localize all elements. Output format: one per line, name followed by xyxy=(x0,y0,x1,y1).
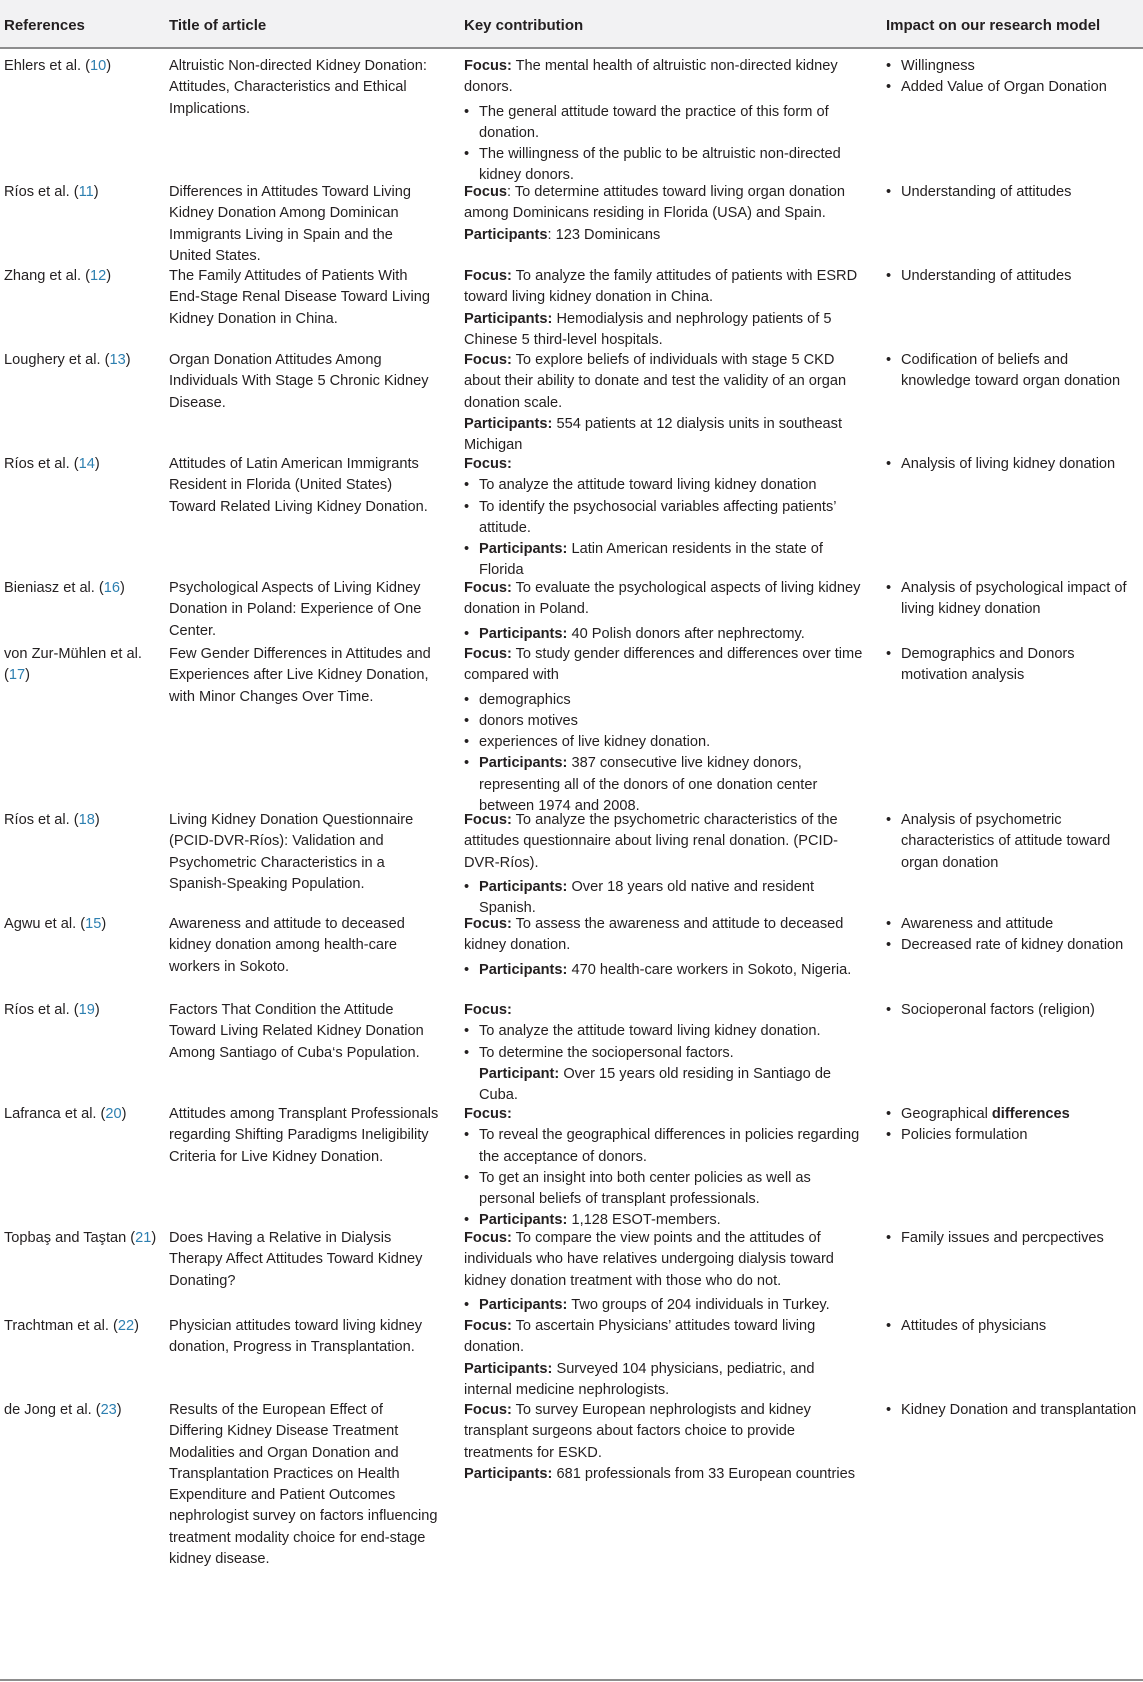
key-contribution-cell xyxy=(464,350,864,456)
citation-number: 14 xyxy=(78,456,95,472)
contribution-text: : To determine attitudes toward living organ donation among Dominicans residing in Florida (USA) and Spain. xyxy=(464,184,846,222)
reference-cell: Ehlers et al. (10) xyxy=(4,58,112,74)
table-bottom-rule xyxy=(0,1679,1143,1681)
contribution-label: Participants: xyxy=(479,625,568,642)
contribution-text: To identify the psychosocial variables affecting patients’ attitude. xyxy=(479,498,836,536)
reference-cell: Zhang et al. (12) xyxy=(4,268,112,284)
citation-number: 13 xyxy=(109,352,126,368)
contribution-bullet xyxy=(464,1125,864,1168)
impact-text: Analysis of psychological impact of living kidney donation xyxy=(901,580,1127,618)
contribution-line xyxy=(464,454,864,475)
article-title: Organ Donation Attitudes Among Individuals With Stage 5 Chronic Kidney Disease. xyxy=(169,352,429,411)
contribution-text: To analyze the attitude toward living kidney donation xyxy=(479,477,817,494)
impact-text: Understanding of attitudes xyxy=(901,268,1072,284)
citation-number: 21 xyxy=(135,1230,152,1246)
contribution-line xyxy=(464,56,864,99)
impact-text: Kidney Donation and transplantation xyxy=(901,1402,1137,1418)
impact-cell xyxy=(886,1104,1141,1147)
key-contribution-cell xyxy=(464,1228,864,1316)
contribution-text: To survey European nephrologists and kidney transplant surgeons about factors choice to provide treatments for ESKD. xyxy=(464,1402,811,1461)
impact-item xyxy=(886,1400,1141,1421)
contribution-label: Participant: xyxy=(479,1065,560,1082)
contribution-bullet xyxy=(464,475,864,496)
impact-item xyxy=(886,56,1141,77)
impact-item xyxy=(886,578,1141,621)
contribution-line xyxy=(464,225,864,246)
contribution-bullet xyxy=(464,753,864,817)
article-title: Factors That Condition the Attitude Toward Living Related Kidney Donation Among Santiago of Cuba‘s Population. xyxy=(169,1002,424,1061)
key-contribution-cell xyxy=(464,578,864,645)
contribution-text: To ascertain Physicians’ attitudes toward living donation. xyxy=(464,1318,816,1356)
reference-authors: Ríos et al. xyxy=(4,1002,70,1018)
citation-number: 10 xyxy=(89,58,107,74)
impact-cell xyxy=(886,1000,1141,1021)
citation-number: 16 xyxy=(103,580,121,596)
article-title: Attitudes of Latin American Immigrants Resident in Florida (United States) Toward Related Living Kidney Donation. xyxy=(169,456,428,515)
impact-text: Awareness and attitude xyxy=(901,916,1054,932)
reference-authors: Ehlers et al. xyxy=(4,58,82,74)
contribution-label: Focus: xyxy=(464,1106,512,1122)
key-contribution-cell xyxy=(464,914,864,981)
contribution-line xyxy=(464,810,864,874)
reference-cell: Topbaş and Taştan (21) xyxy=(4,1230,157,1246)
contribution-bullet xyxy=(464,1043,864,1064)
contribution-label: Focus: xyxy=(464,58,512,74)
impact-cell xyxy=(886,1316,1141,1337)
contribution-text: Two groups of 204 individuals in Turkey. xyxy=(567,1296,830,1313)
contribution-line xyxy=(464,1359,864,1402)
citation-number: 18 xyxy=(78,812,95,828)
contribution-label: Participants xyxy=(464,226,548,243)
reference-cell: von Zur-Mühlen et al. (17) xyxy=(4,646,142,684)
citation-number: 11 xyxy=(78,184,94,200)
impact-text: Geographical xyxy=(901,1106,992,1122)
contribution-text: 387 consecutive live kidney donors, representing all of the donors of one donation center between 1974 and 2008. xyxy=(479,755,818,815)
contribution-line xyxy=(464,644,864,687)
contribution-line xyxy=(464,1064,864,1107)
article-title: Few Gender Differences in Attitudes and Experiences after Live Kidney Donation, with Minor Changes Over Time. xyxy=(169,646,431,705)
contribution-text: To assess the awareness and attitude to deceased kidney donation. xyxy=(464,916,844,954)
key-contribution-cell xyxy=(464,644,864,817)
contribution-line xyxy=(464,309,864,352)
impact-cell xyxy=(886,56,1141,99)
contribution-line xyxy=(464,578,864,621)
contribution-text: 40 Polish donors after nephrectomy. xyxy=(567,625,805,642)
article-title: Does Having a Relative in Dialysis Therapy Affect Attitudes Toward Kidney Donating? xyxy=(169,1230,423,1289)
reference-cell: Ríos et al. (14) xyxy=(4,456,100,472)
contribution-text: To study gender differences and differences over time compared with xyxy=(464,646,863,684)
reference-cell: de Jong et al. (23) xyxy=(4,1402,122,1418)
article-title: Physician attitudes toward living kidney donation, Progress in Transplantation. xyxy=(169,1318,423,1356)
citation-number: 17 xyxy=(8,667,26,684)
citation-number: 15 xyxy=(85,916,102,932)
contribution-bullet xyxy=(464,497,864,540)
contribution-text: To explore beliefs of individuals with stage 5 CKD about their ability to donate and test the validity of an organ donation scale. xyxy=(464,352,847,411)
header-references: References xyxy=(4,17,85,34)
impact-item xyxy=(886,350,1141,393)
impact-text: Policies formulation xyxy=(901,1127,1028,1144)
key-contribution-cell xyxy=(464,810,864,919)
reference-authors: Loughery et al. xyxy=(4,352,101,368)
article-title: Altruistic Non-directed Kidney Donation: Attitudes, Characteristics and Ethical Implications. xyxy=(169,58,427,117)
impact-item xyxy=(886,914,1141,935)
contribution-line xyxy=(464,1400,864,1464)
contribution-text: Surveyed 104 physicians, pediatric, and internal medicine nephrologists. xyxy=(464,1360,815,1398)
contribution-line xyxy=(464,1228,864,1292)
impact-text: Socioperonal factors (religion) xyxy=(901,1002,1095,1018)
contribution-text: To analyze the family attitudes of patients with ESRD toward living kidney donation in China. xyxy=(464,268,858,306)
contribution-label: Participants: xyxy=(479,878,568,895)
impact-text: Decreased rate of kidney donation xyxy=(901,937,1124,954)
reference-authors: Trachtman et al. xyxy=(4,1318,109,1334)
impact-item xyxy=(886,266,1141,287)
contribution-bullet xyxy=(464,144,864,187)
reference-cell: Bieniasz et al. (16) xyxy=(4,580,125,596)
contribution-label: Participants: xyxy=(479,961,568,978)
header-key-contribution: Key contribution xyxy=(464,17,584,34)
key-contribution-cell xyxy=(464,1316,864,1401)
contribution-label: Participants: xyxy=(479,755,568,772)
key-contribution-cell xyxy=(464,454,864,582)
impact-cell xyxy=(886,1400,1141,1421)
contribution-line xyxy=(464,182,864,225)
reference-authors: Lafranca et al. xyxy=(4,1106,97,1122)
key-contribution-cell xyxy=(464,1000,864,1106)
impact-text: Codification of beliefs and knowledge toward organ donation xyxy=(901,352,1121,390)
contribution-text: Over 18 years old native and resident Spanish. xyxy=(479,878,815,917)
reference-authors: Ríos et al. xyxy=(4,812,70,828)
impact-item xyxy=(886,77,1141,98)
contribution-bullet xyxy=(464,960,864,981)
impact-text: Analysis of psychometric characteristics of attitude toward organ donation xyxy=(901,812,1111,871)
contribution-line xyxy=(464,1000,864,1021)
impact-cell xyxy=(886,914,1141,957)
contribution-label: Participants: xyxy=(464,310,553,327)
contribution-text: Hemodialysis and nephrology patients of 5 Chinese 5 third-level hospitals. xyxy=(464,310,832,348)
table-header xyxy=(0,0,1143,49)
contribution-bullet xyxy=(464,1021,864,1042)
contribution-text: 470 health-care workers in Sokoto, Nigeria. xyxy=(567,961,852,978)
impact-text: Demographics and Donors motivation analysis xyxy=(901,646,1075,684)
citation-number: 22 xyxy=(117,1318,135,1334)
contribution-line xyxy=(464,1316,864,1359)
contribution-label: Participants: xyxy=(464,1360,553,1377)
header-impact: Impact on our research model xyxy=(886,17,1101,34)
reference-authors: Zhang et al. xyxy=(4,268,82,284)
contribution-text: Over 15 years old residing in Santiago de Cuba. xyxy=(479,1065,832,1104)
key-contribution-cell xyxy=(464,266,864,351)
contribution-label: Focus xyxy=(464,184,507,200)
reference-cell: Ríos et al. (19) xyxy=(4,1002,100,1018)
impact-cell xyxy=(886,454,1141,475)
impact-item xyxy=(886,182,1141,203)
reference-cell: Loughery et al. (13) xyxy=(4,352,131,368)
impact-item xyxy=(886,454,1141,475)
impact-text: Analysis of living kidney donation xyxy=(901,456,1116,472)
impact-text: Attitudes of physicians xyxy=(901,1318,1047,1334)
key-contribution-cell xyxy=(464,1104,864,1232)
contribution-label: Participants: xyxy=(479,1212,568,1229)
contribution-label: Focus: xyxy=(464,916,512,932)
contribution-bullet xyxy=(464,1168,864,1211)
reference-authors: Agwu et al. xyxy=(4,916,77,932)
article-title: Results of the European Effect of Differing Kidney Disease Treatment Modalities and Organ Donation and Transplantation Practices on Health Expenditure and Patient Outcomes nephrologist survey on factors influencing treatment modality choice for end-stage kidney disease. xyxy=(169,1402,438,1568)
contribution-bullet xyxy=(464,711,864,732)
impact-text: Understanding of attitudes xyxy=(901,184,1072,200)
contribution-label: Focus: xyxy=(464,456,512,472)
contribution-bullet xyxy=(464,732,864,753)
impact-item xyxy=(886,1125,1141,1146)
impact-cell xyxy=(886,578,1141,621)
contribution-label: Focus: xyxy=(464,352,512,368)
impact-cell xyxy=(886,350,1141,393)
contribution-text: To reveal the geographical differences in policies regarding the acceptance of donors. xyxy=(479,1127,860,1165)
contribution-line xyxy=(464,350,864,414)
contribution-line xyxy=(464,414,864,457)
contribution-line xyxy=(464,914,864,957)
impact-emphasis: differences xyxy=(991,1106,1070,1122)
citation-number: 19 xyxy=(78,1002,95,1018)
reference-authors: Topbaş and Taştan xyxy=(4,1230,127,1246)
contribution-line xyxy=(464,1104,864,1125)
contribution-text: Latin American residents in the state of Florida xyxy=(479,541,823,579)
contribution-label: Focus: xyxy=(464,1318,512,1334)
impact-cell xyxy=(886,644,1141,687)
reference-cell: Ríos et al. (11) xyxy=(4,184,99,200)
impact-item xyxy=(886,1104,1141,1125)
contribution-text: donors motives xyxy=(479,712,578,729)
reference-authors: Ríos et al. xyxy=(4,456,70,472)
contribution-label: Focus: xyxy=(464,268,512,284)
impact-cell xyxy=(886,810,1141,874)
impact-item xyxy=(886,644,1141,687)
contribution-text: experiences of live kidney donation. xyxy=(479,734,711,751)
impact-text: Added Value of Organ Donation xyxy=(901,79,1107,96)
contribution-text: 1,128 ESOT-members. xyxy=(567,1212,721,1229)
contribution-text: demographics xyxy=(479,691,571,708)
contribution-label: Focus: xyxy=(464,1402,512,1418)
contribution-text: 681 professionals from 33 European countries xyxy=(552,1465,855,1482)
impact-item xyxy=(886,1000,1141,1021)
article-title: Psychological Aspects of Living Kidney Donation in Poland: Experience of One Center. xyxy=(169,580,422,639)
contribution-text: To compare the view points and the attitudes of individuals who have relatives undergoing dialysis toward kidney donation treatment with those who do not. xyxy=(464,1230,834,1289)
impact-item xyxy=(886,1228,1141,1249)
key-contribution-cell xyxy=(464,56,864,187)
contribution-label: Participants: xyxy=(479,1296,568,1313)
contribution-bullet xyxy=(464,539,864,582)
contribution-text: To analyze the attitude toward living kidney donation. xyxy=(479,1023,821,1040)
impact-text: Family issues and percpectives xyxy=(901,1230,1104,1246)
contribution-bullet xyxy=(464,624,864,645)
contribution-label: Focus: xyxy=(464,646,512,662)
impact-cell xyxy=(886,1228,1141,1249)
reference-authors: Ríos et al. xyxy=(4,184,70,200)
contribution-bullet xyxy=(464,1295,864,1316)
citation-number: 23 xyxy=(100,1402,117,1418)
reference-authors: de Jong et al. xyxy=(4,1402,92,1418)
contribution-text: The mental health of altruistic non-directed kidney donors. xyxy=(464,58,838,96)
contribution-text: 554 patients at 12 dialysis units in southeast Michigan xyxy=(464,415,843,454)
contribution-text: To evaluate the psychological aspects of living kidney donation in Poland. xyxy=(464,580,861,618)
reference-cell: Ríos et al. (18) xyxy=(4,812,100,828)
reference-cell: Lafranca et al. (20) xyxy=(4,1106,127,1122)
impact-text: Willingness xyxy=(901,58,975,74)
contribution-text: : 123 Dominicans xyxy=(547,226,661,243)
impact-item xyxy=(886,810,1141,874)
contribution-label: Focus: xyxy=(464,1230,512,1246)
contribution-bullet xyxy=(464,102,864,145)
key-contribution-cell xyxy=(464,182,864,246)
impact-cell xyxy=(886,182,1141,203)
contribution-label: Participants: xyxy=(479,541,568,558)
article-title: Attitudes among Transplant Professionals regarding Shifting Paradigms Ineligibility Criteria for Live Kidney Donation. xyxy=(169,1106,439,1165)
contribution-text: The general attitude toward the practice of this form of donation. xyxy=(479,103,829,141)
contribution-label: Participants: xyxy=(464,415,553,432)
impact-cell xyxy=(886,266,1141,287)
contribution-text: To analyze the psychometric characteristics of the attitudes questionnaire about living renal donation. (PCID-DVR-Ríos). xyxy=(464,812,838,871)
contribution-bullet xyxy=(464,690,864,711)
reference-authors: Bieniasz et al. xyxy=(4,580,95,596)
contribution-line xyxy=(464,1464,864,1485)
impact-item xyxy=(886,935,1141,956)
contribution-text: The willingness of the public to be altruistic non-directed kidney donors. xyxy=(479,146,841,184)
article-title: Awareness and attitude to deceased kidney donation among health-care workers in Sokoto. xyxy=(169,916,405,975)
reference-cell: Agwu et al. (15) xyxy=(4,916,107,932)
contribution-text: To determine the sociopersonal factors. xyxy=(479,1044,734,1061)
citation-number: 20 xyxy=(105,1106,122,1122)
contribution-label: Focus: xyxy=(464,1002,512,1018)
contribution-label: Focus: xyxy=(464,580,512,596)
reference-authors: von Zur-Mühlen et al. xyxy=(4,646,142,662)
contribution-label: Participants: xyxy=(464,1465,553,1482)
reference-cell: Trachtman et al. (22) xyxy=(4,1318,139,1334)
contribution-label: Focus: xyxy=(464,812,512,828)
contribution-text: To get an insight into both center policies as well as personal beliefs of transplant professionals. xyxy=(479,1169,811,1208)
header-title: Title of article xyxy=(169,17,267,34)
citation-number: 12 xyxy=(90,268,107,284)
article-title: The Family Attitudes of Patients With End-Stage Renal Disease Toward Living Kidney Donation in China. xyxy=(169,268,430,327)
article-title: Living Kidney Donation Questionnaire (PCID-DVR-Ríos): Validation and Psychometric Characteristics in a Spanish-Speaking Population. xyxy=(169,812,414,892)
contribution-line xyxy=(464,266,864,309)
article-title: Differences in Attitudes Toward Living Kidney Donation Among Dominican Immigrants Living in Spain and the United States. xyxy=(169,184,412,264)
key-contribution-cell xyxy=(464,1400,864,1485)
impact-item xyxy=(886,1316,1141,1337)
